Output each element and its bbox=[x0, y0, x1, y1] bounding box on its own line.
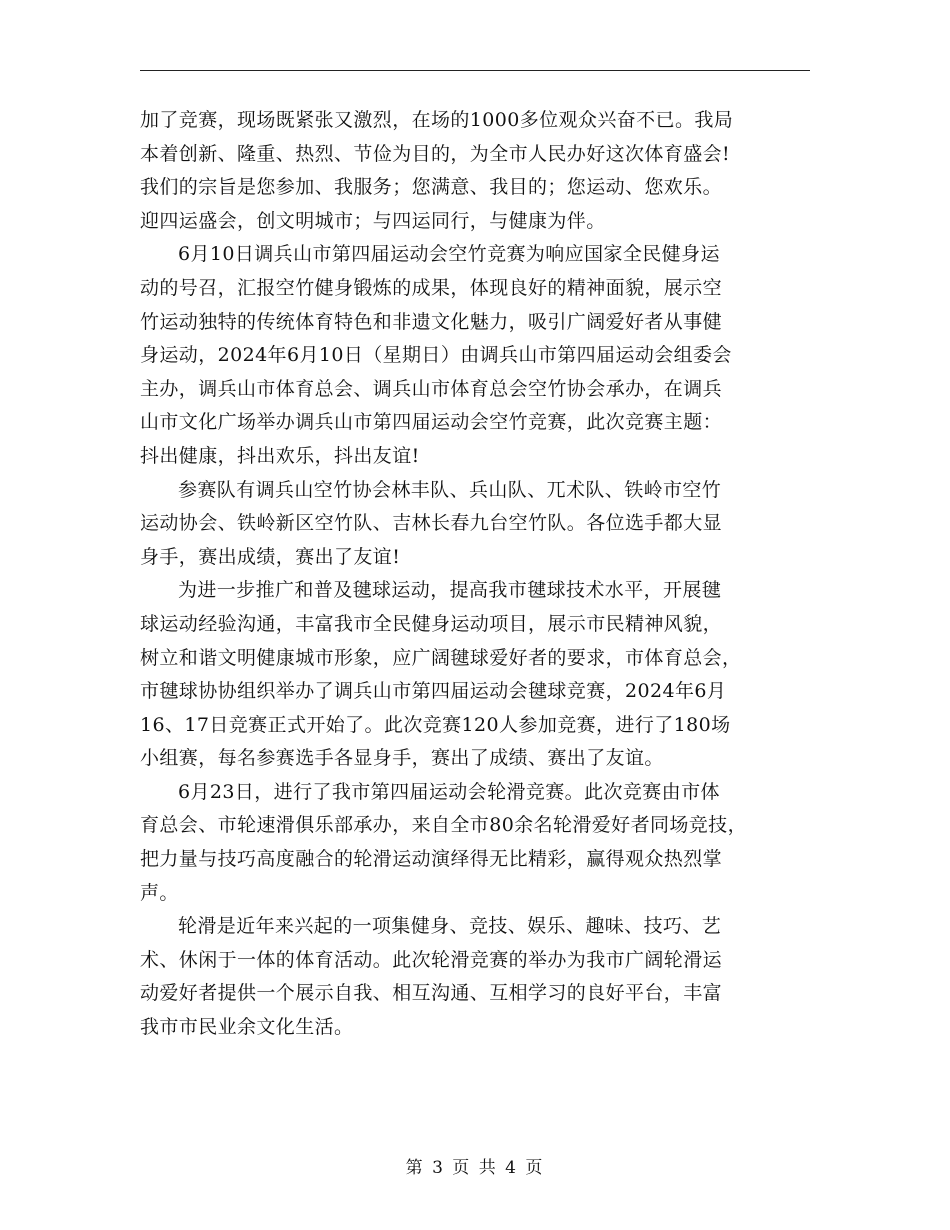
text-line: 球运动经验沟通，丰富我市全民健身运动项目，展示市民精神风貌， bbox=[140, 612, 723, 635]
text-line: 本着创新、隆重、热烈、节俭为目的，为全市人民办好这次体育盛会! bbox=[140, 142, 731, 165]
text-line: 竹运动独特的传统体育特色和非遗文化魅力，吸引广阔爱好者从事健 bbox=[140, 310, 723, 333]
text-line: 身手，赛出成绩，赛出了友谊! bbox=[140, 545, 401, 568]
text-line: 6月10日调兵山市第四届运动会空竹竞赛为响应国家全民健身运 bbox=[178, 243, 720, 266]
header-rule bbox=[140, 70, 810, 71]
text-line: 16、17日竞赛正式开始了。此次竞赛120人参加竞赛，进行了180场 bbox=[140, 713, 731, 736]
document-body bbox=[140, 104, 810, 1045]
text-line: 动的号召，汇报空竹健身锻炼的成果，体现良好的精神面貌，展示空 bbox=[140, 276, 723, 299]
text-line: 参赛队有调兵山空竹协会林丰队、兵山队、兀术队、铁岭市空竹 bbox=[178, 478, 722, 501]
text-line: 为进一步推广和普及毽球运动，提高我市毽球技术水平，开展毽 bbox=[178, 579, 722, 602]
text-line: 运动协会、铁岭新区空竹队、吉林长春九台空竹队。各位选手都大显 bbox=[140, 512, 723, 535]
text-line: 小组赛，每名参赛选手各显身手，赛出了成绩、赛出了友谊。 bbox=[140, 747, 664, 770]
text-line: 我市市民业余文化生活。 bbox=[140, 1016, 354, 1039]
text-line: 市毽球协协组织举办了调兵山市第四届运动会毽球竞赛，2024年6月 bbox=[140, 680, 727, 703]
paragraph bbox=[140, 910, 810, 1044]
text-line: 轮滑是近年来兴起的一项集健身、竞技、娱乐、趣味、技巧、艺 bbox=[178, 915, 722, 938]
text-line: 主办，调兵山市体育总会、调兵山市体育总会空竹协会承办，在调兵 bbox=[140, 377, 723, 400]
paragraph bbox=[140, 776, 810, 910]
text-line: 抖出健康，抖出欢乐，抖出友谊! bbox=[140, 444, 420, 467]
text-line: 育总会、市轮速滑俱乐部承办，来自全市80余名轮滑爱好者同场竞技， bbox=[140, 814, 747, 837]
text-line: 声。 bbox=[140, 881, 179, 904]
text-line: 我们的宗旨是您参加、我服务；您满意、我目的；您运动、您欢乐。 bbox=[140, 176, 723, 199]
text-line: 术、休闲于一体的体育活动。此次轮滑竞赛的举办为我市广阔轮滑运 bbox=[140, 948, 723, 971]
text-line: 加了竞赛，现场既紧张又激烈，在场的1000多位观众兴奋不已。我局 bbox=[140, 109, 734, 131]
text-line: 把力量与技巧高度融合的轮滑运动演绎得无比精彩，赢得观众热烈掌 bbox=[140, 848, 723, 871]
text-line: 动爱好者提供一个展示自我、相互沟通、互相学习的良好平台，丰富 bbox=[140, 982, 723, 1005]
text-line: 迎四运盛会，创文明城市；与四运同行，与健康为伴。 bbox=[140, 209, 606, 232]
paragraph bbox=[140, 238, 810, 473]
page-number-footer: 第 3 页 共 4 页 bbox=[405, 1158, 545, 1178]
text-line: 树立和谐文明健康城市形象，应广阔毽球爱好者的要求，市体育总会， bbox=[140, 646, 742, 669]
text-line: 身运动，2024年6月10日（星期日）由调兵山市第四届运动会组委会 bbox=[140, 344, 732, 367]
paragraph bbox=[140, 104, 810, 238]
text-line: 山市文化广场举办调兵山市第四届运动会空竹竞赛，此次竞赛主题： bbox=[140, 411, 723, 434]
paragraph bbox=[140, 574, 810, 776]
text-line: 6月23日，进行了我市第四届运动会轮滑竞赛。此次竞赛由市体 bbox=[178, 780, 720, 803]
paragraph bbox=[140, 474, 810, 575]
